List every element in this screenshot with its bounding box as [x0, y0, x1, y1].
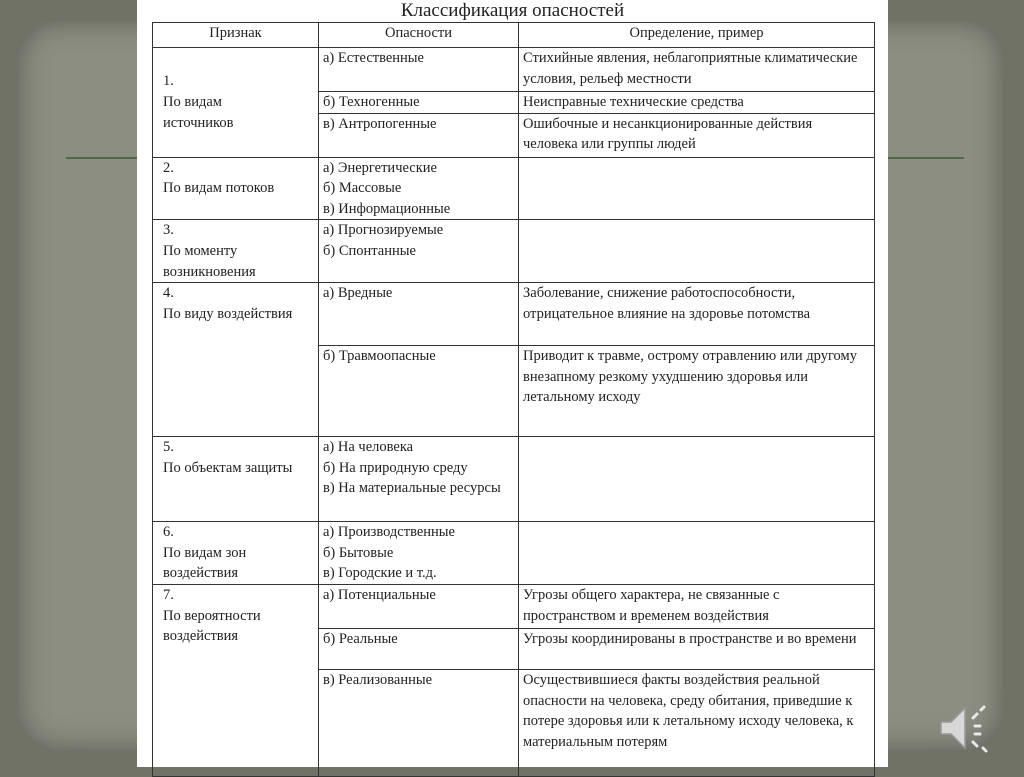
hazard-cell: а) Вредные [319, 283, 519, 346]
hazard-cell: а) Производственные б) Бытовые в) Городские и т.д. [319, 522, 519, 585]
hazard-classification-table [152, 22, 875, 777]
table-row [153, 522, 875, 585]
criterion-label: По видам зон воздействия [163, 544, 247, 582]
hazard-cell: а) Прогнозируемые б) Спонтанные [319, 220, 519, 283]
criterion-cell [153, 283, 319, 437]
definition-cell: Осуществившиеся факты воздействия реальной опасности на человека, среду обитания, приведшие к потере здоровья или к летальному исходу человека, к материальным потерям [519, 669, 875, 776]
hazard-cell: б) Реальные [319, 628, 519, 669]
hazard-cell: а) На человека б) На природную среду в) На материальные ресурсы [319, 437, 519, 522]
header-definition: Определение, пример [519, 23, 875, 48]
header-criterion: Признак [153, 23, 319, 48]
decorative-rule-left [66, 157, 141, 159]
criterion-label: По видам источников [163, 94, 234, 131]
definition-cell [519, 220, 875, 283]
criterion-number: 7. [163, 586, 174, 603]
hazard-cell: б) Травмоопасные [319, 346, 519, 437]
table-header-row [153, 23, 875, 48]
criterion-number: 1. [163, 73, 174, 90]
criterion-number: 3. [163, 222, 174, 239]
hazard-cell: а) Энергетические б) Массовые в) Информационные [319, 157, 519, 220]
definition-cell: Заболевание, снижение работоспособности, отрицательное влияние на здоровье потомства [519, 283, 875, 346]
table-row [153, 220, 875, 283]
hazard-cell: в) Реализованные [319, 669, 519, 776]
criterion-label: По виду воздействия [163, 305, 293, 322]
slide-title: Классификация опасностей [400, 0, 625, 21]
definition-cell [519, 157, 875, 220]
slide [137, 0, 888, 767]
criterion-cell [153, 522, 319, 585]
definition-cell: Угрозы общего характера, не связанные с пространством и временем воздействия [519, 584, 875, 628]
definition-cell: Приводит к травме, острому отравлению или другому внезапному резкому ухудшению здоровья или летальному исходу [519, 346, 875, 437]
criterion-cell [153, 48, 319, 158]
definition-cell: Угрозы координированы в пространстве и во времени [519, 628, 875, 669]
table-row [153, 283, 875, 346]
decorative-rule-right [884, 157, 964, 159]
criterion-cell [153, 157, 319, 220]
definition-cell [519, 522, 875, 585]
hazard-cell: а) Потенциальные [319, 584, 519, 628]
definition-cell: Неисправные технические средства [519, 92, 875, 114]
hazard-cell: в) Антропогенные [319, 113, 519, 157]
criterion-cell [153, 584, 319, 776]
speaker-icon[interactable] [935, 698, 995, 758]
criterion-number: 4. [163, 285, 174, 302]
definition-cell: Стихийные явления, неблагоприятные климатические условия, рельеф местности [519, 48, 875, 92]
header-hazards: Опасности [319, 23, 519, 48]
criterion-label: По объектам защиты [163, 459, 293, 476]
table-row [153, 437, 875, 522]
definition-cell: Ошибочные и несанкционированные действия человека или группы людей [519, 113, 875, 157]
criterion-label: По вероятности воздействия [163, 607, 261, 645]
criterion-cell [153, 220, 319, 283]
criterion-label: По моменту возникновения [163, 242, 256, 280]
definition-cell [519, 437, 875, 522]
criterion-number: 2. [163, 159, 174, 176]
hazard-cell: б) Техногенные [319, 92, 519, 114]
criterion-label: По видам потоков [163, 180, 275, 197]
criterion-cell [153, 437, 319, 522]
table-row [153, 48, 875, 92]
hazard-cell: а) Естественные [319, 48, 519, 92]
table-row [153, 584, 875, 628]
table-row [153, 157, 875, 220]
criterion-number: 6. [163, 524, 174, 541]
criterion-number: 5. [163, 439, 174, 456]
